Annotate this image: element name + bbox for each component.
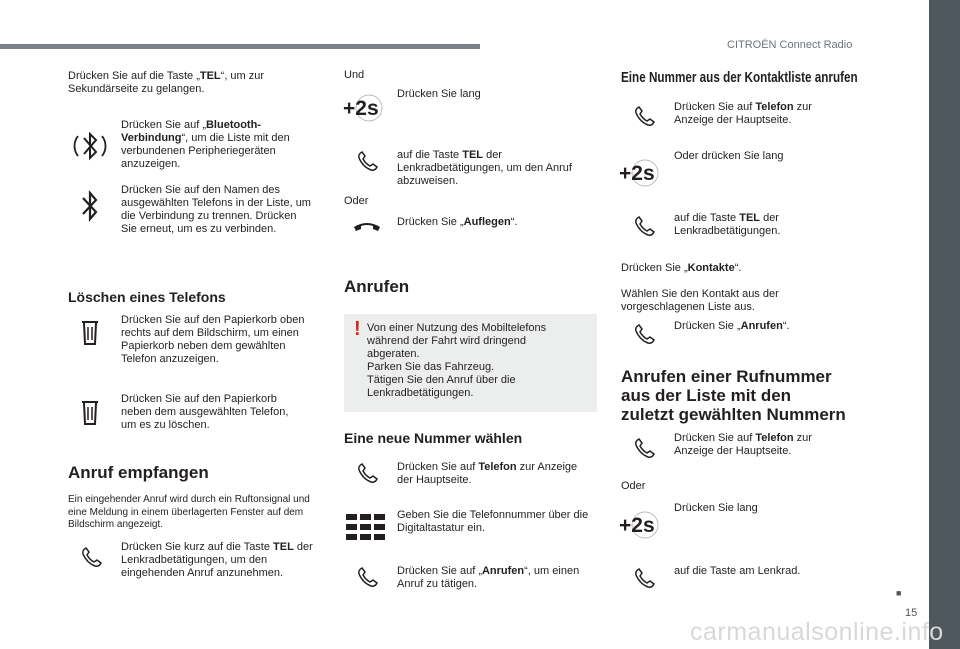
hangup-step: Drücken Sie „Auflegen“. — [397, 216, 518, 228]
oder-label: Oder — [344, 195, 369, 207]
keypad-step: Geben Sie die Telefonnummer über die Digitaltastatur ein. — [397, 509, 589, 534]
long-press-2s-icon — [619, 153, 661, 189]
phone-handset-icon — [356, 461, 380, 485]
contacts-step: Drücken Sie „Kontakte“. — [621, 262, 742, 274]
recent-long-press: Drücken Sie lang — [674, 502, 758, 514]
trash-icon — [80, 400, 100, 426]
bluetooth-step: Drücken Sie auf „Bluetooth-Verbindung“, um die Liste mit den verbundenen Peripheriegeräten anzuzeigen. — [121, 119, 290, 170]
warning-text: Von einer Nutzung des Mobiltelefons während der Fahrt wird dringend abgeraten. Parken Sie das Fahrzeug. Tätigen Sie den Anruf über die Lenkradbetätigungen. — [367, 322, 547, 399]
bluetooth-icon — [80, 188, 100, 224]
header-rule — [0, 44, 480, 49]
phone-handset-icon — [633, 322, 657, 346]
phone-handset-icon — [80, 545, 104, 569]
trash-step-2: Drücken Sie auf den Papierkorb neben dem ausgewählten Telefon, um es zu löschen. — [121, 393, 289, 431]
phone-handset-icon — [633, 104, 657, 128]
hang-up-icon — [352, 219, 382, 233]
call-heading: Anrufen — [344, 277, 410, 296]
contacts-heading: Eine Nummer aus der Kontaktliste anrufen — [621, 69, 858, 86]
select-phone-step: Drücken Sie auf den Namen des ausgewählten Telefons in der Liste, um die Verbindung zu trennen. Drücken Sie erneut, um es zu verbinden. — [121, 184, 311, 235]
recent-numbers-heading: Anrufen einer Rufnummer aus der Liste mit den zuletzt gewählten Nummern — [621, 367, 846, 424]
intro-text: Drücken Sie auf die Taste „TEL“, um zur Sekundärseite zu gelangen. — [68, 70, 265, 95]
keypad-icon — [346, 514, 386, 540]
contacts-long-press: Oder drücken Sie lang — [674, 150, 784, 162]
recent-oder-label: Oder — [621, 480, 646, 492]
receive-call-heading: Anruf empfangen — [68, 463, 209, 482]
new-number-heading: Eine neue Nummer wählen — [344, 430, 523, 446]
continuation-marker: ■ — [896, 588, 902, 598]
recent-phone-step: Drücken Sie auf Telefon zur Anzeige der Hauptseite. — [674, 432, 812, 457]
contacts-phone-step: Drücken Sie auf Telefon zur Anzeige der Hauptseite. — [674, 101, 812, 126]
steering-key-text: auf die Taste am Lenkrad. — [674, 565, 801, 577]
phone-step: Drücken Sie auf Telefon zur Anzeige der Hauptseite. — [397, 461, 578, 486]
choose-contact-text: Wählen Sie den Kontakt aus der vorgeschlagenen Liste aus. — [621, 288, 779, 313]
warning-icon: ! — [354, 318, 361, 340]
delete-phone-heading: Löschen eines Telefons — [68, 289, 226, 305]
phone-handset-icon — [633, 214, 657, 238]
phone-handset-icon — [356, 149, 380, 173]
long-press-text: Drücken Sie lang — [397, 88, 481, 100]
svg-text:+2s: +2s — [343, 97, 379, 120]
svg-text:+2s: +2s — [619, 162, 655, 185]
brand-label: CITROËN Connect Radio — [727, 39, 853, 51]
long-press-2s-icon — [343, 88, 385, 124]
phone-handset-icon — [633, 566, 657, 590]
receive-call-text: Ein eingehender Anruf wird durch ein Ruftonsignal und eine Meldung in einem überlagerten Fenster auf dem Bildschirm angezeigt. — [68, 494, 310, 530]
page-number: 15 — [905, 607, 918, 619]
phone-handset-icon — [356, 565, 380, 589]
call-step: Drücken Sie auf „Anrufen“, um einen Anruf zu tätigen. — [397, 565, 580, 590]
phone-handset-icon — [633, 436, 657, 460]
long-press-2s-icon — [619, 505, 661, 541]
und-label: Und — [344, 69, 365, 81]
trash-step-1: Drücken Sie auf den Papierkorb oben rechts auf dem Bildschirm, um einen Papierkorb neben dem gewählten Telefon anzuzeigen. — [121, 314, 305, 365]
watermark: carmanualsonline.info — [690, 618, 944, 646]
contacts-tel-step: auf die Taste TEL der Lenkradbetätigungen. — [674, 212, 781, 237]
tel-decline-step: auf die Taste TEL der Lenkradbetätigungen, um den Anruf abzuweisen. — [397, 149, 572, 187]
trash-icon — [80, 320, 100, 346]
receive-step: Drücken Sie kurz auf die Taste TEL der Lenkradbetätigungen, um den eingehenden Anruf anzunehmen. — [121, 541, 313, 579]
side-tab — [929, 0, 960, 649]
bluetooth-icon — [72, 126, 108, 166]
svg-text:+2s: +2s — [619, 514, 655, 537]
contacts-call-step: Drücken Sie „Anrufen“. — [674, 320, 790, 332]
